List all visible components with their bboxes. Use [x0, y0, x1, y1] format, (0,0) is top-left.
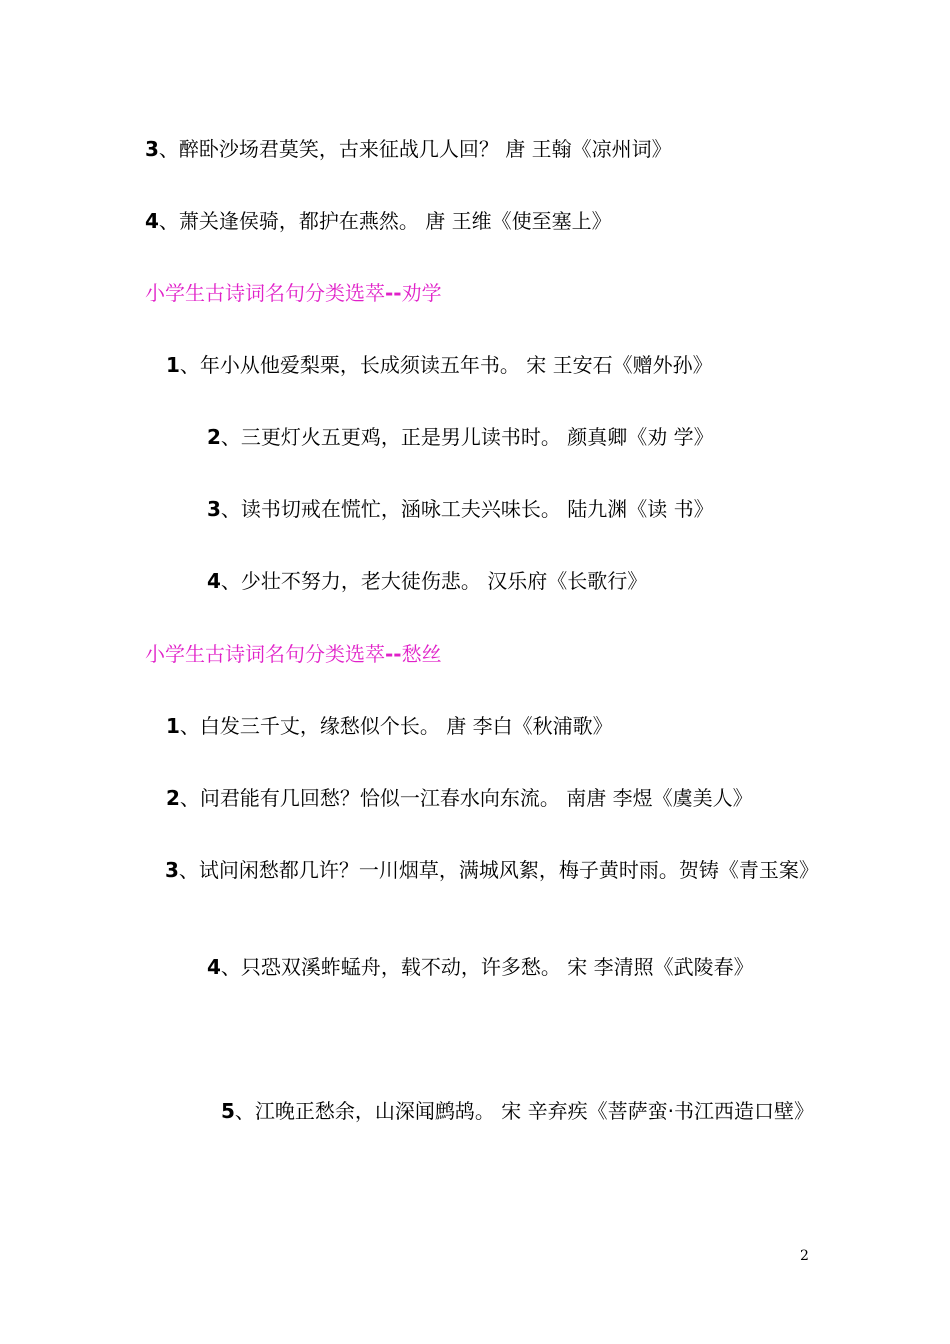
line-number: 4 — [207, 955, 221, 979]
poem-line — [207, 948, 754, 986]
poem-line — [207, 490, 714, 528]
section-heading-chousi — [145, 635, 442, 673]
poem-line — [207, 418, 714, 456]
section-heading-quanxue — [145, 274, 442, 312]
line-number: 3 — [145, 137, 159, 161]
line-number: 1 — [166, 714, 180, 738]
line-text: 、读书切戒在慌忙，涵咏工夫兴味长。 陆九渊《读 书》 — [220, 497, 714, 521]
line-number: 3 — [165, 858, 179, 882]
heading-dash: -- — [385, 281, 402, 305]
heading-topic: 劝学 — [401, 281, 442, 305]
line-text: 、少壮不努力，老大徒伤悲。 汉乐府《长歌行》 — [220, 569, 648, 593]
poem-line — [145, 851, 819, 889]
poem-line — [166, 346, 713, 384]
line-number: 1 — [166, 353, 180, 377]
line-number: 4 — [207, 569, 221, 593]
poem-line — [166, 779, 753, 817]
poem-line — [145, 202, 612, 240]
heading-topic: 愁丝 — [401, 642, 442, 666]
poem-line — [145, 1092, 814, 1130]
line-number: 2 — [207, 425, 221, 449]
line-text: 、三更灯火五更鸡，正是男儿读书时。 颜真卿《劝 学》 — [220, 425, 714, 449]
line-text: 、白发三千丈，缘愁似个长。 唐 李白《秋浦歌》 — [179, 714, 613, 738]
line-text: 、年小从他爱梨栗，长成须读五年书。 宋 王安石《赠外孙》 — [179, 353, 713, 377]
poem-line — [145, 130, 672, 168]
line-text: 、问君能有几回愁？恰似一江春水向东流。 南唐 李煜《虞美人》 — [179, 786, 753, 810]
poem-line — [166, 707, 613, 745]
line-number: 2 — [166, 786, 180, 810]
line-number: 3 — [207, 497, 221, 521]
line-text: 、试问闲愁都几许？一川烟草，满城风絮，梅子黄时雨。贺铸《青玉案》 — [178, 858, 819, 882]
line-text: 、醉卧沙场君莫笑，古来征战几人回？ 唐 王翰《凉州词》 — [158, 137, 672, 161]
line-text: 、只恐双溪蚱蜢舟，载不动，许多愁。 宋 李清照《武陵春》 — [220, 955, 754, 979]
poem-line — [207, 562, 647, 600]
heading-dash: -- — [385, 642, 402, 666]
line-text: 、江晚正愁余，山深闻鹧鸪。 宋 辛弃疾《菩萨蛮·书江西造口壁》 — [234, 1099, 814, 1123]
heading-text: 小学生古诗词名句分类选萃 — [145, 281, 385, 305]
line-text: 、萧关逢侯骑，都护在燕然。 唐 王维《使至塞上》 — [158, 209, 612, 233]
line-number: 5 — [221, 1099, 235, 1123]
heading-text: 小学生古诗词名句分类选萃 — [145, 642, 385, 666]
page-number: 2 — [800, 1248, 809, 1264]
line-number: 4 — [145, 209, 159, 233]
